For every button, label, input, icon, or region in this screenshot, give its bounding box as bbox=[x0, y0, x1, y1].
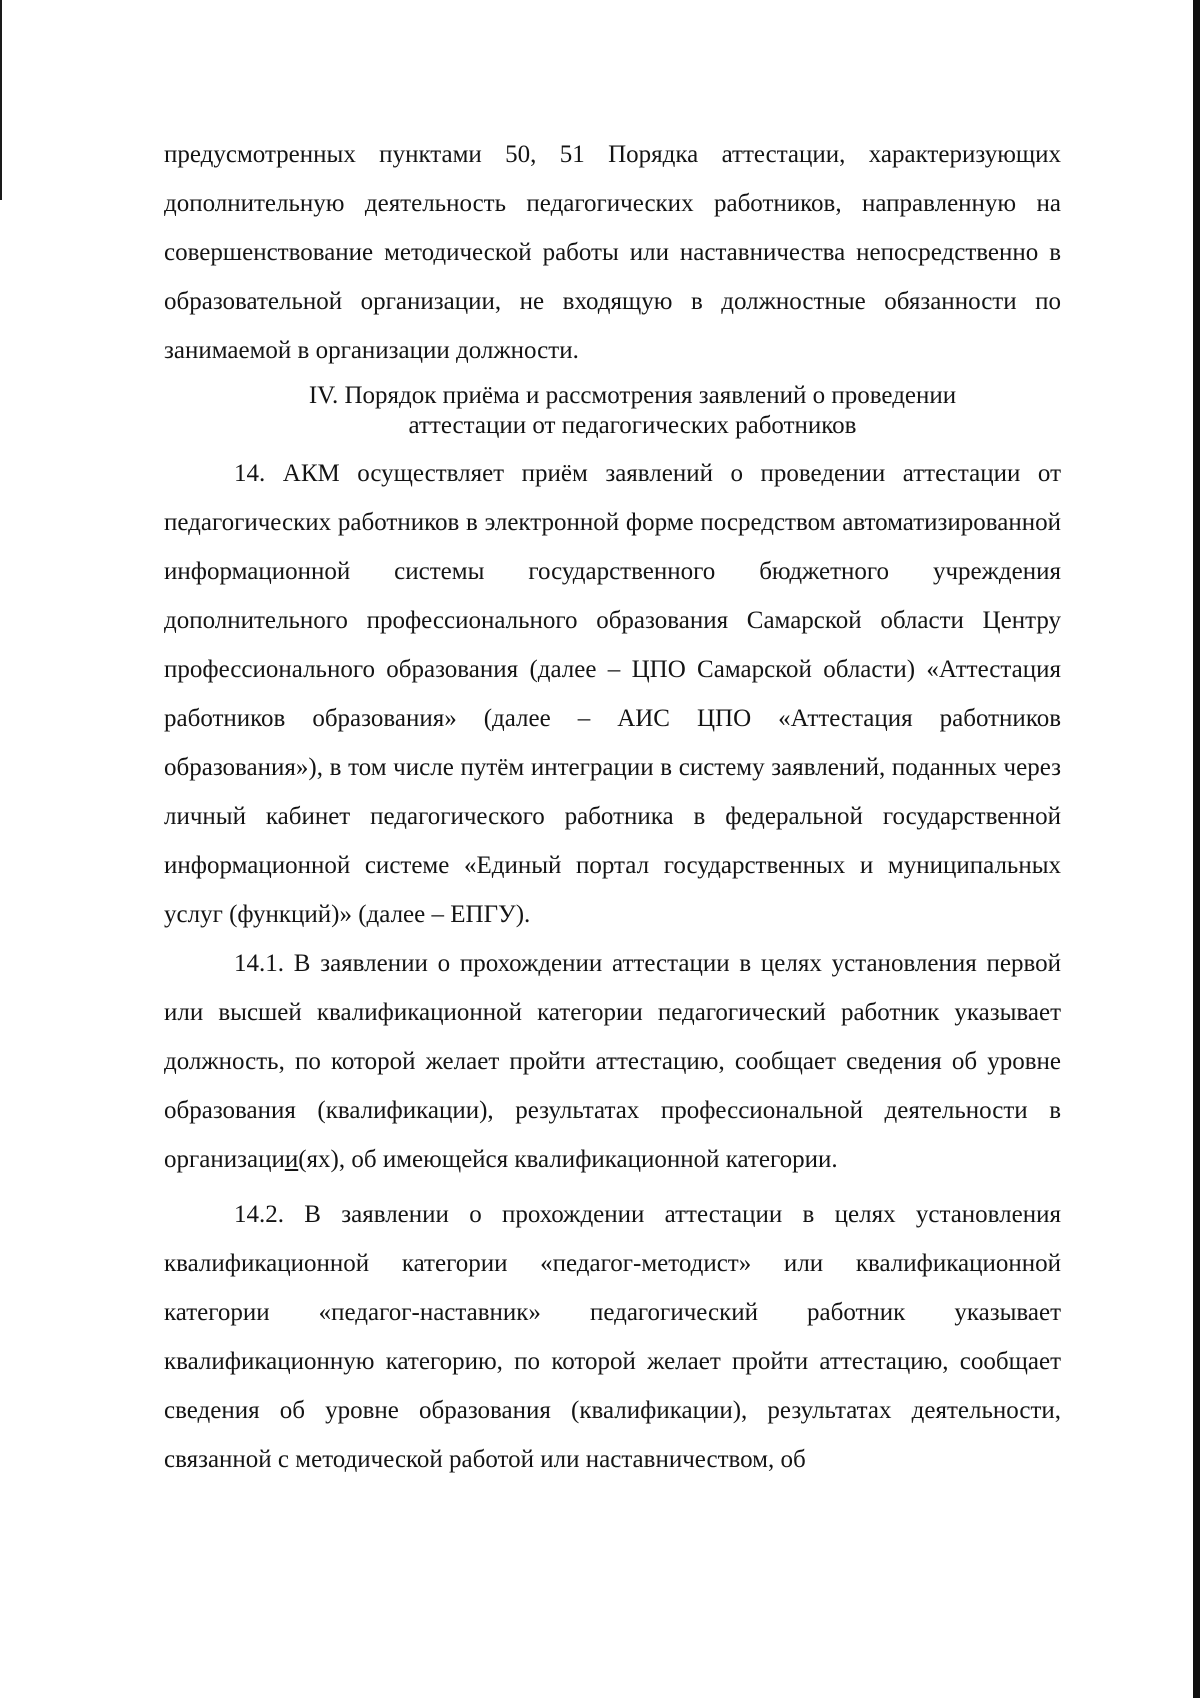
paragraph-14-1-underlined-letter: и bbox=[284, 1146, 299, 1173]
section-heading-line-2: аттестации от педагогических работников bbox=[408, 412, 857, 439]
paragraph-14-1 bbox=[164, 939, 1061, 1184]
paragraph-14: 14. АКМ осуществляет приём заявлений о проведении аттестации от педагогических работников в электронной форме посредством автоматизированной информационной системы государственного бюджетного учреждения дополнительного профессионального образования Самарской области Центру профессионального образования (далее – ЦПО Самарской области) «Аттестация работников образования» (далее – АИС ЦПО «Аттестация работников образования»), в том числе путём интеграции в систему заявлений, поданных через личный кабинет педагогического работника в федеральной государственной информационной системе «Единый портал государственных и муниципальных услуг (функций)» (далее – ЕПГУ). bbox=[164, 460, 1061, 928]
section-heading-line-1: IV. Порядок приёма и рассмотрения заявлений о проведении bbox=[308, 382, 957, 409]
scan-edge-left bbox=[0, 0, 2, 200]
document-body bbox=[164, 130, 1061, 1484]
paragraph-14-1-text-end: (ях), об имеющейся квалификационной категории. bbox=[298, 1146, 838, 1173]
paragraph-14-2: 14.2. В заявлении о прохождении аттестации в целях установления квалификационной категории «педагог-методист» или квалификационной категории «педагог-наставник» педагогический работник указывает квалификационную категорию, по которой желает пройти аттестацию, сообщает сведения об уровне образования (квалификации), результатах деятельности, связанной с методической работой или наставничеством, об bbox=[164, 1201, 1061, 1473]
paragraph-continuation: предусмотренных пунктами 50, 51 Порядка аттестации, характеризующих дополнительную деятельность педагогических работников, направленную на совершенствование методической работы или наставничества непосредственно в образовательной организации, не входящую в должностные обязанности по занимаемой в организации должности. bbox=[164, 141, 1061, 364]
paragraph-14-1-text-start: 14.1. В заявлении о прохождении аттестации в целях установления первой или высшей квалификационной категории педагогический работник указывает должность, по которой желает пройти аттестацию, сообщает сведения об уровне образования (квалификации), результатах профессиональной деятельности в организаци bbox=[164, 950, 1061, 1173]
scan-edge-right bbox=[1193, 0, 1200, 1698]
section-heading bbox=[164, 381, 1061, 441]
